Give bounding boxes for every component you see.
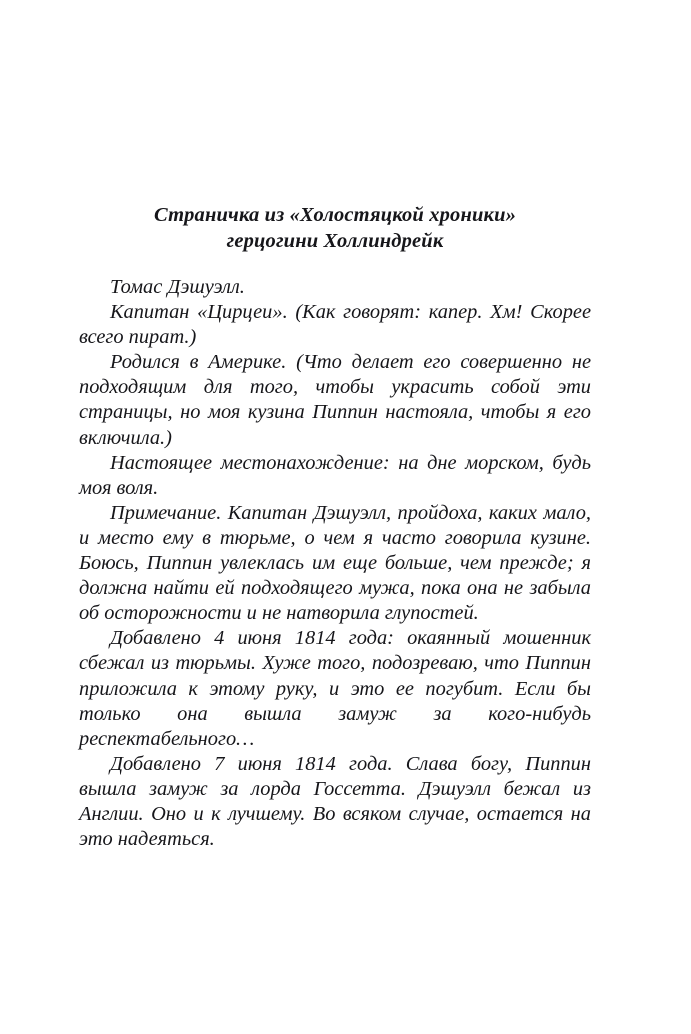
paragraph: Примечание. Капитан Дэшуэлл, пройдоха, каких мало, и место ему в тюрьме, о чем я часто говорила кузине. Боюсь, Пиппин увлеклась им еще больше, чем прежде; я должна найти ей подходящего мужа, пока она не забыла об осторожности и не натворила глупостей.	[79, 501, 591, 625]
text-column	[79, 0, 591, 852]
page-title-line-1: Страничка из «Холостяцкой хроники»	[153, 204, 517, 226]
paragraph: Томас Дэшуэлл.	[110, 276, 245, 298]
paragraph: Капитан «Цирцеи». (Как говорят: капер. Хм! Скорее всего пират.)	[79, 301, 591, 349]
body-text	[79, 275, 591, 852]
paragraph: Добавлено 7 июня 1814 года. Слава богу, Пиппин вышла замуж за лорда Госсетта. Дэшуэлл бежал из Англии. Оно и к лучшему. Во всяком случае, остается на это надеяться.	[79, 752, 591, 851]
page-title-line-2: герцогини Холлиндрейк	[226, 229, 444, 252]
paragraph: Родился в Америке. (Что делает его совершенно не подходящим для того, чтобы украсить собой эти страницы, но моя кузина Пиппин настояла, чтобы я его включила.)	[79, 351, 591, 449]
paragraph: Добавлено 4 июня 1814 года: окаянный мошенник сбежал из тюрьмы. Хуже того, подозреваю, что Пиппин приложила к этому руку, и это ее погубит. Если бы только она вышла замуж за кого-нибудь респектабельного…	[79, 627, 591, 750]
paragraph: Настоящее местонахождение: на дне морском, будь моя воля.	[79, 451, 591, 499]
page-title	[79, 0, 591, 254]
